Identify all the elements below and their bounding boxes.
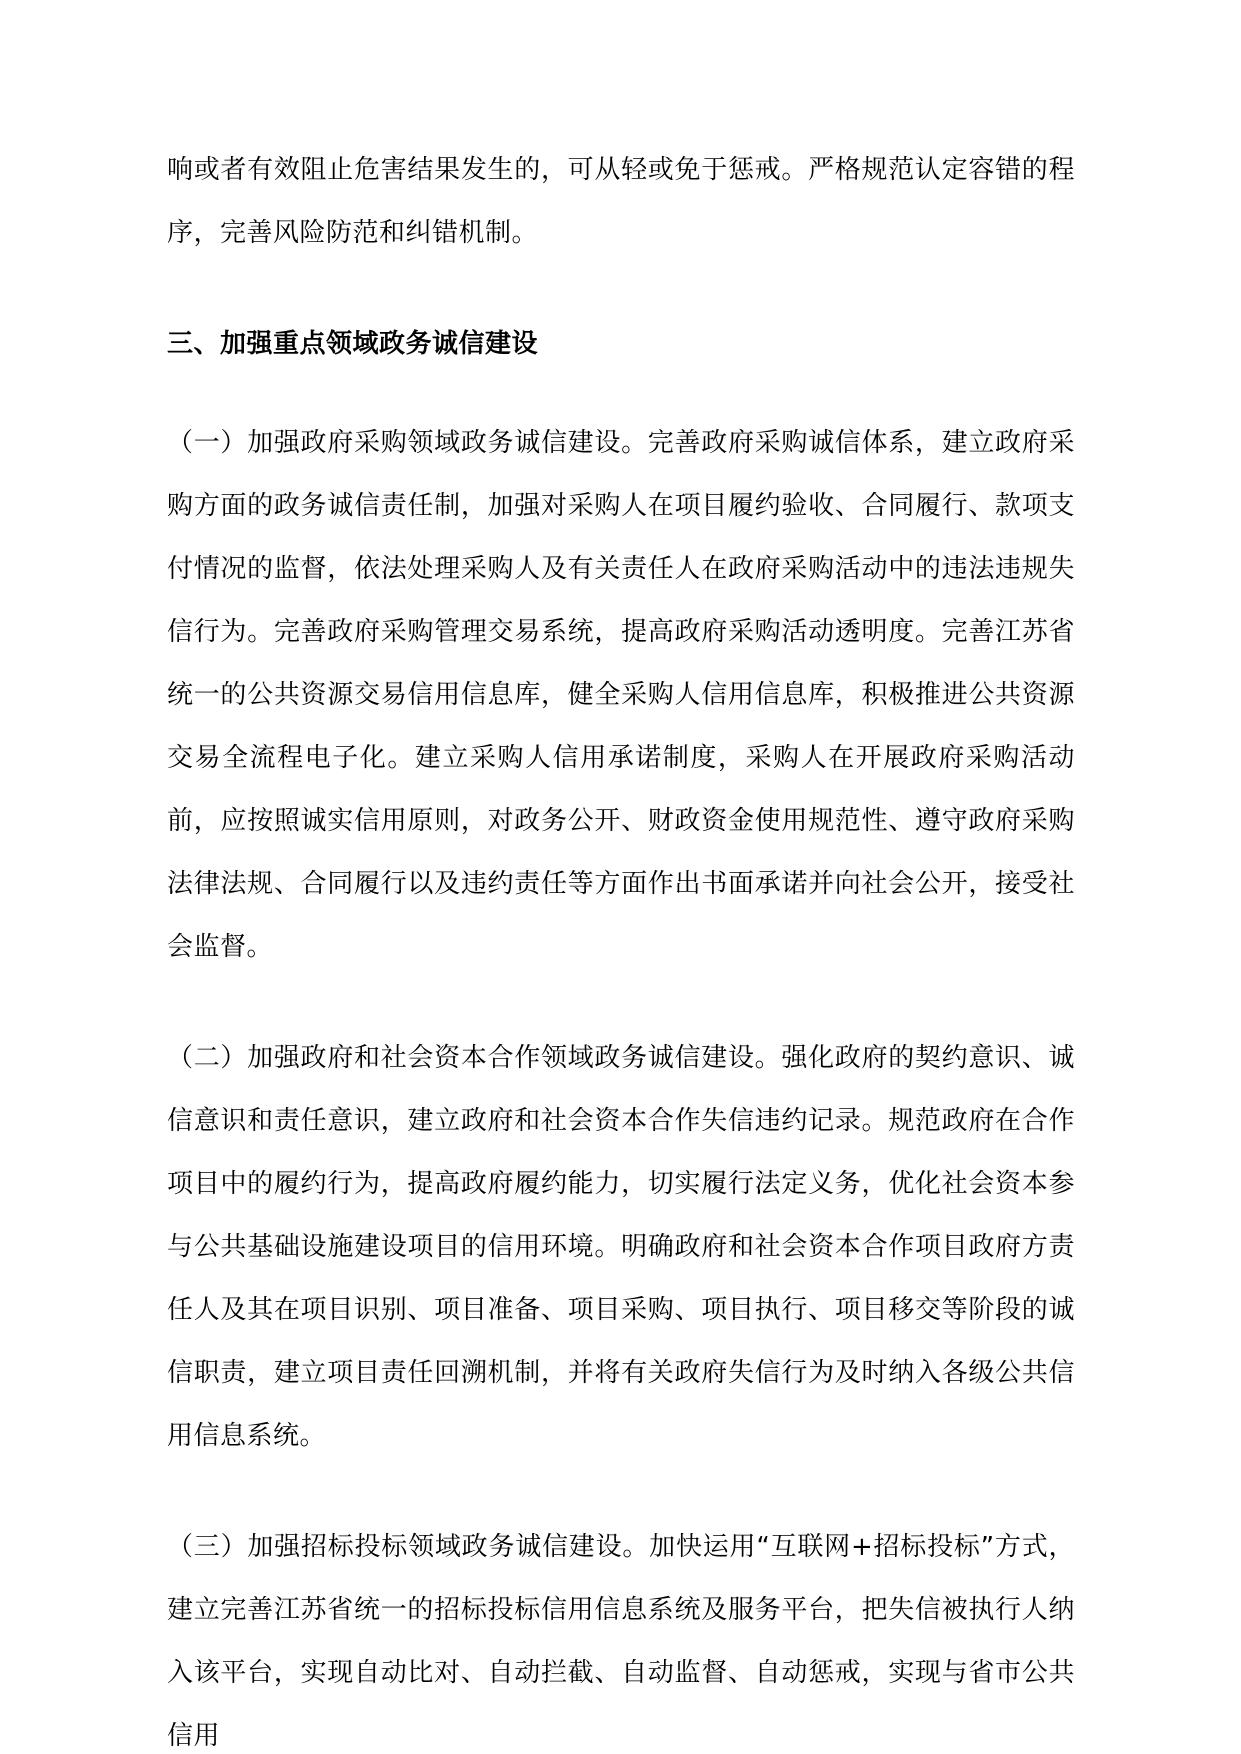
paragraph-item-3: （三）加强招标投标领域政务诚信建设。加快运用“互联网+招标投标”方式，建立完善江苏省统一的招标投标信用信息系统及服务平台，把失信被执行人纳入该平台，实现自动比对、自动拦截、自动监督、自动惩戒，实现与省市公共信用 [167,1532,1075,1751]
paragraph-item-2: （二）加强政府和社会资本合作领域政务诚信建设。强化政府的契约意识、诚信意识和责任意识，建立政府和社会资本合作失信违约记录。规范政府在合作项目中的履约行为，提高政府履约能力，切实履行法定义务，优化社会资本参与公共基础设施建设项目的信用环境。明确政府和社会资本合作项目政府方责任人及其在项目识别、项目准备、项目采购、项目执行、项目移交等阶段的诚信职责，建立项目责任回溯机制，并将有关政府失信行为及时纳入各级公共信用信息系统。 [167,1043,1075,1451]
section-heading: 三、加强重点领域政务诚信建设 [167,329,539,359]
paragraph-item-1: （一）加强政府采购领域政务诚信建设。完善政府采购诚信体系，建立政府采购方面的政务诚信责任制，加强对采购人在项目履约验收、合同履行、款项支付情况的监督，依法处理采购人及有关责任人在政府采购活动中的违法违规失信行为。完善政府采购管理交易系统，提高政府采购活动透明度。完善江苏省统一的公共资源交易信用信息库，健全采购人信用信息库，积极推进公共资源交易全流程电子化。建立采购人信用承诺制度，采购人在开展政府采购活动前，应按照诚实信用原则，对政务公开、财政资金使用规范性、遵守政府采购法律法规、合同履行以及违约责任等方面作出书面承诺并向社会公开，接受社会监督。 [167,428,1075,962]
intro-paragraph: 响或者有效阻止危害结果发生的，可从轻或免于惩戒。严格规范认定容错的程序，完善风险防范和纠错机制。 [167,155,1075,248]
